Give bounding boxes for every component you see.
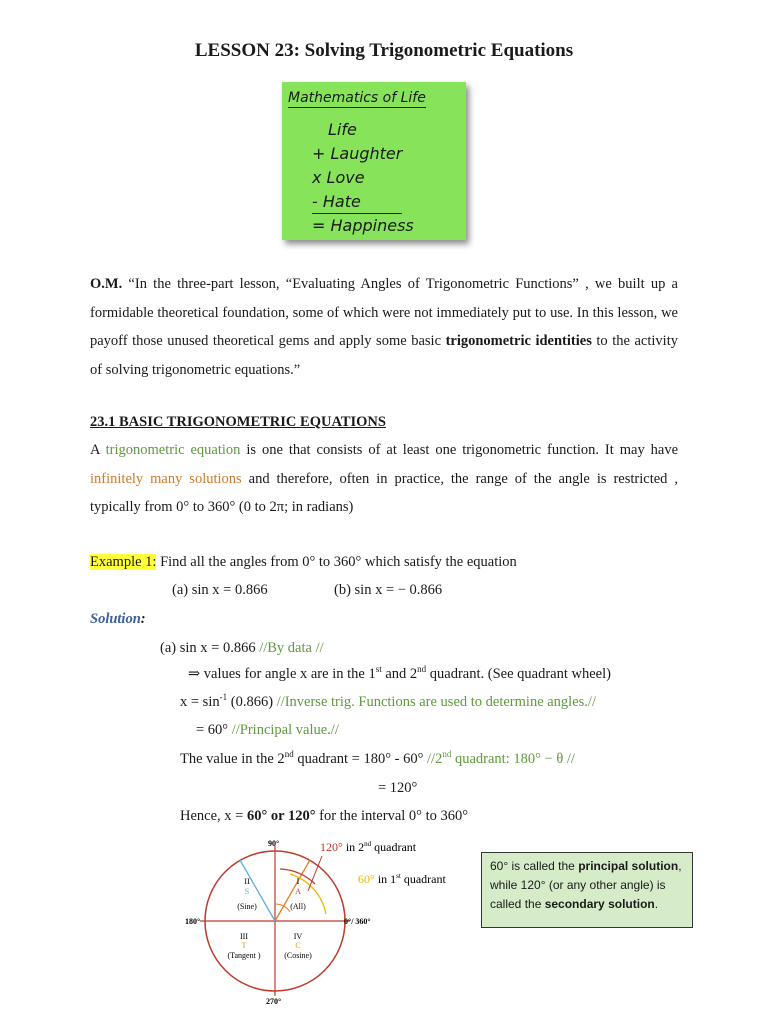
note-line: Life [328, 120, 357, 139]
label-180: 180° [185, 917, 201, 926]
label-270: 270° [266, 997, 282, 1006]
page-title: LESSON 23: Solving Trigonometric Equations [194, 40, 574, 61]
note-line: = Happiness [312, 216, 414, 235]
solution-result: = 120° [378, 780, 418, 796]
quadrant-wheel [180, 834, 470, 1014]
solution-hence-line: Hence, x = 60° or 120° for the interval 0° to 360° [180, 808, 469, 824]
principal-solution-callout: 60° is called the principal solution, while 120° (or any other angle) is called the secondary solution. [481, 852, 693, 928]
label-0-360: 0°/ 360° [344, 917, 371, 926]
note-line: - Hate [312, 192, 361, 211]
q1-num: I [296, 877, 300, 886]
note-line: x Love [312, 168, 365, 187]
solution-second-line: The value in the 2nd quadrant = 180° - 60° //2nd quadrant: 180° − θ // [180, 749, 575, 767]
solution-line-a: (a) sin x = 0.866 //By data // [160, 640, 324, 656]
solution-label: Solution: [90, 611, 146, 627]
label-120-quadrant: 120° in 2nd quadrant [320, 840, 417, 854]
om-label: O.M. [90, 276, 123, 292]
q4-num: IV [293, 932, 303, 941]
term-infinite-solutions: infinitely many solutions [90, 470, 242, 487]
label-60-quadrant: 60° in 1st quadrant [358, 872, 446, 886]
example-label: Example 1: [90, 554, 157, 570]
example-line: Example 1: Find all the angles from 0° to 360° which satisfy the equation [90, 554, 517, 570]
note-heading: Mathematics of Life [288, 90, 426, 106]
om-paragraph: O.M. “In the three-part lesson, “Evaluating Angles of Trigonometric Functions” , we built up a formidable theoretical foundation, some of which were not immediately put to use. In this lesson, we payoff those unused theoretical gems and apply some basic trigonometric identities to the activity of solving trigonometric equations.” [90, 276, 678, 378]
q4-letter: C [295, 941, 301, 950]
q2-word: (Sine) [237, 902, 257, 911]
q1-word: (All) [290, 902, 306, 911]
label-90: 90° [268, 839, 280, 848]
example-part-a: (a) sin x = 0.866 [172, 582, 268, 598]
q2-num: II [244, 877, 250, 886]
sticky-note-image [282, 82, 466, 240]
q3-num: III [240, 932, 248, 941]
note-line: + Laughter [312, 144, 403, 163]
q3-letter: T [241, 941, 247, 950]
solution-inverse-line: $x = \sin^{-1} (0.866)$ //Inverse trig. Functions are used to determine angles.// [180, 692, 596, 710]
q2-letter: S [244, 887, 250, 896]
example-part-b: (b) sin x = − 0.866 [334, 582, 443, 598]
definition-paragraph: A trigonometric equation is one that consists of at least one trigonometric function. It may have infinitely many solutions and therefore, often in practice, the range of the angle is restricted , typically from 0° to 360° (0 to 2π; in radians) [90, 442, 679, 515]
solution-values-line: ⇒ values for angle x are in the 1st and 2nd quadrant. (See quadrant wheel) [188, 664, 611, 682]
q3-word: (Tangent ) [227, 951, 261, 960]
section-heading: 23.1 BASIC TRIGONOMETRIC EQUATIONS [90, 414, 386, 430]
term-trig-equation: trigonometric equation [105, 442, 241, 458]
q4-word: (Cosine) [284, 951, 312, 960]
solution-principal-line: = 60° //Principal value.// [196, 722, 339, 738]
q1-letter: A [295, 887, 301, 896]
